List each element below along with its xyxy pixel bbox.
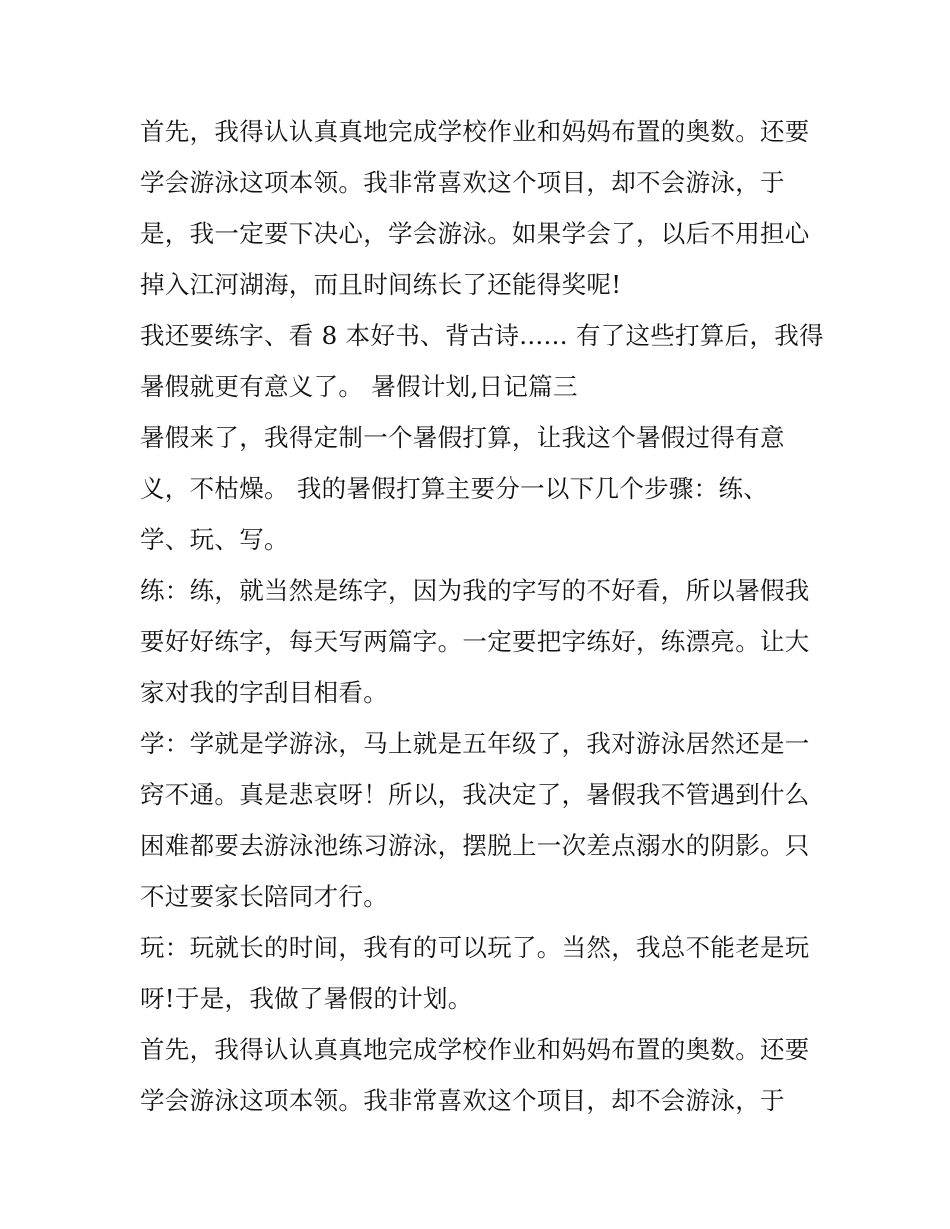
text-line: 不过要家长陪同才行。 [140,882,388,911]
text-line: 首先，我得认认真真地完成学校作业和妈妈布置的奥数。还要 [140,1035,810,1064]
text-line: 家对我的字刮目相看。 [140,678,388,707]
text-line: 窍不通。真是悲哀呀！所以，我决定了，暑假我不管遇到什么 [140,780,810,809]
text-line: 学会游泳这项本领。我非常喜欢这个项目，却不会游泳，于 [140,168,785,197]
text-line: 是，我一定要下决心，学会游泳。如果学会了，以后不用担心 [140,219,810,248]
text-line: 首先，我得认认真真地完成学校作业和妈妈布置的奥数。还要 [140,117,810,146]
text-line: 呀!于是，我做了暑假的计划。 [140,984,473,1013]
text-line: 学会游泳这项本领。我非常喜欢这个项目，却不会游泳，于 [140,1086,785,1115]
text-line: 要好好练字，每天写两篇字。一定要把字练好，练漂亮。让大 [140,627,810,656]
text-line: 学：学就是学游泳，马上就是五年级了，我对游泳居然还是一 [140,729,810,758]
text-line: 练：练，就当然是练字，因为我的字写的不好看，所以暑假我 [140,576,810,605]
text-line: 玩：玩就长的时间，我有的可以玩了。当然，我总不能老是玩 [140,933,810,962]
text-line: 掉入江河湖海，而且时间练长了还能得奖呢! [140,270,622,299]
text-line: 暑假来了，我得定制一个暑假打算，让我这个暑假过得有意 [140,423,785,452]
body-text [140,106,824,1126]
text-line: 暑假就更有意义了。 暑假计划,日记篇三 [140,372,578,401]
text-line: 学、玩、写。 [140,525,289,554]
text-line: 义，不枯燥。 我的暑假打算主要分一以下几个步骤：练、 [140,474,769,503]
text-line: 困难都要去游泳池练习游泳，摆脱上一次差点溺水的阴影。只 [140,831,810,860]
text-line: 我还要练字、看 8 本好书、背古诗...... 有了这些打算后，我得 [140,321,824,350]
